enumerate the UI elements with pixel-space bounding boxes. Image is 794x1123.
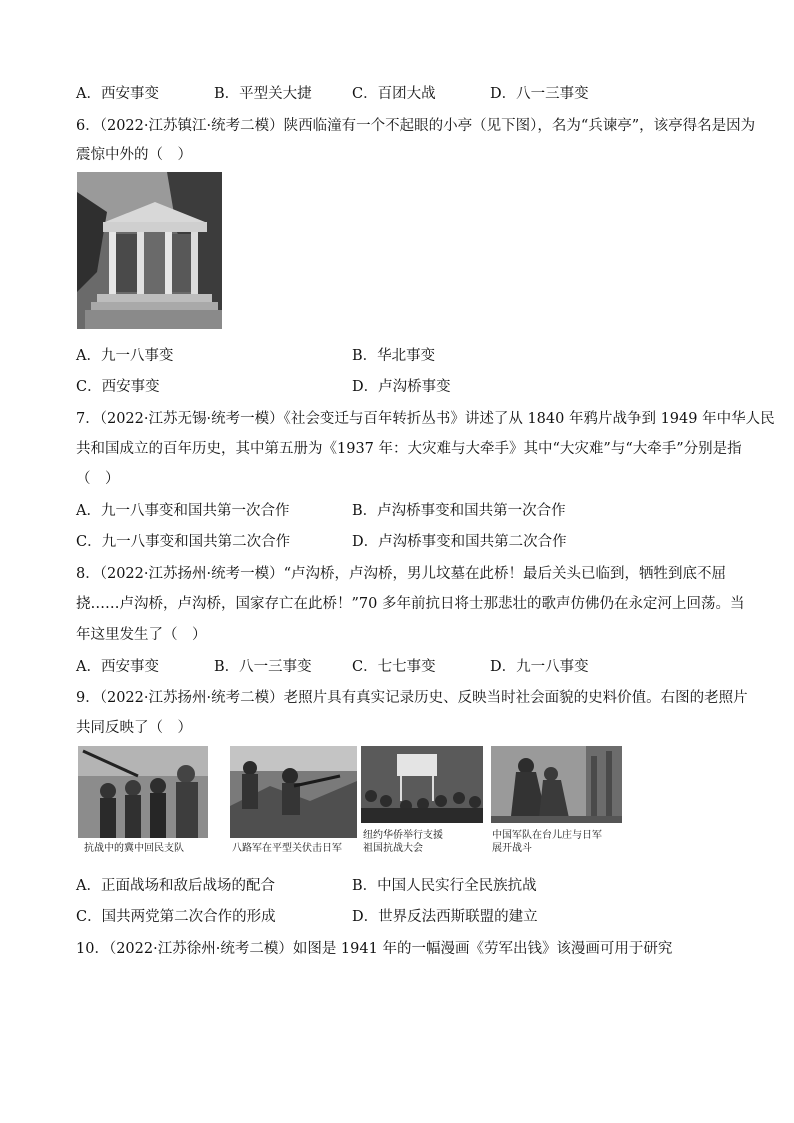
caption-photo-3-line1: 纽约华侨举行支援 [363, 830, 443, 841]
q7-stem-line1: 7．（2022·江苏无锡·统考一模）《社会变迁与百年转折丛书》讲述了从 1840 年鸦片战争到 1949 年中华人民 [76, 411, 775, 427]
q9-option-b: B．中国人民实行全民族抗战 [352, 878, 537, 894]
q8-option-a: A．西安事变 [76, 659, 159, 675]
pavilion-photo [77, 172, 222, 329]
q8-option-b: B．八一三事变 [214, 659, 312, 675]
caption-photo-3-line2: 祖国抗战大会 [363, 843, 423, 854]
q6-option-b: B．华北事变 [352, 348, 436, 364]
q6-stem-line2: 震惊中外的（ ） [76, 147, 192, 163]
q8-stem-line2: 挠……卢沟桥，卢沟桥，国家存亡在此桥！”70 多年前抗日将士那悲壮的歌声仿佛仍在永定河上回荡。当 [76, 596, 745, 612]
q10-stem-line1: 10．（2022·江苏徐州·统考二模）如图是 1941 年的一幅漫画《劳军出钱》该漫画可用于研究 [76, 941, 673, 957]
q8-stem-line3: 年这里发生了（ ） [76, 627, 207, 643]
q6-option-d: D．卢沟桥事变 [352, 379, 451, 395]
q9-option-a: A．正面战场和敌后战场的配合 [76, 878, 275, 894]
caption-photo-1: 抗战中的冀中回民支队 [84, 843, 184, 854]
q7-stem-line2: 共和国成立的百年历史，其中第五册为《1937 年：大灾难与大牵手》其中“大灾难”与“大牵手”分别是指 [76, 441, 742, 457]
q5-option-d: D．八一三事变 [490, 86, 589, 102]
photo-new-york-rally [361, 746, 483, 823]
q6-option-a: A．九一八事变 [76, 348, 174, 364]
photo-hui-detachment [78, 746, 208, 838]
q7-option-a: A．九一八事变和国共第一次合作 [76, 503, 290, 519]
q5-option-a: A．西安事变 [76, 86, 159, 102]
q9-stem-line2: 共同反映了（ ） [76, 720, 192, 736]
q7-option-c: C．九一八事变和国共第二次合作 [76, 534, 291, 550]
q5-option-b: B．平型关大捷 [214, 86, 312, 102]
caption-photo-4-line1: 中国军队在台儿庄与日军 [492, 830, 602, 841]
q9-option-d: D．世界反法西斯联盟的建立 [352, 909, 538, 925]
q8-option-c: C．七七事变 [352, 659, 436, 675]
photo-taierzhuang [491, 746, 622, 823]
q8-stem-line1: 8．（2022·江苏扬州·统考一模）“卢沟桥，卢沟桥，男儿坟墓在此桥！最后关头已临到，牺牲到底不屈 [76, 566, 727, 582]
q6-option-c: C．西安事变 [76, 379, 160, 395]
q7-option-d: D．卢沟桥事变和国共第二次合作 [352, 534, 567, 550]
caption-photo-4-line2: 展开战斗 [492, 843, 532, 854]
photo-pingxingguan [230, 746, 357, 838]
q5-option-c: C．百团大战 [352, 86, 436, 102]
q7-option-b: B．卢沟桥事变和国共第一次合作 [352, 503, 566, 519]
q9-option-c: C．国共两党第二次合作的形成 [76, 909, 276, 925]
q9-stem-line1: 9．（2022·江苏扬州·统考二模）老照片具有真实记录历史、反映当时社会面貌的史料价值。右图的老照片 [76, 690, 748, 706]
caption-photo-2: 八路军在平型关伏击日军 [232, 843, 342, 854]
q7-stem-line3: （ ） [76, 471, 120, 487]
q8-option-d: D．九一八事变 [490, 659, 589, 675]
q6-stem-line1: 6．（2022·江苏镇江·统考二模）陕西临潼有一个不起眼的小亭（见下图），名为“兵谏亭”，该亭得名是因为 [76, 118, 756, 134]
